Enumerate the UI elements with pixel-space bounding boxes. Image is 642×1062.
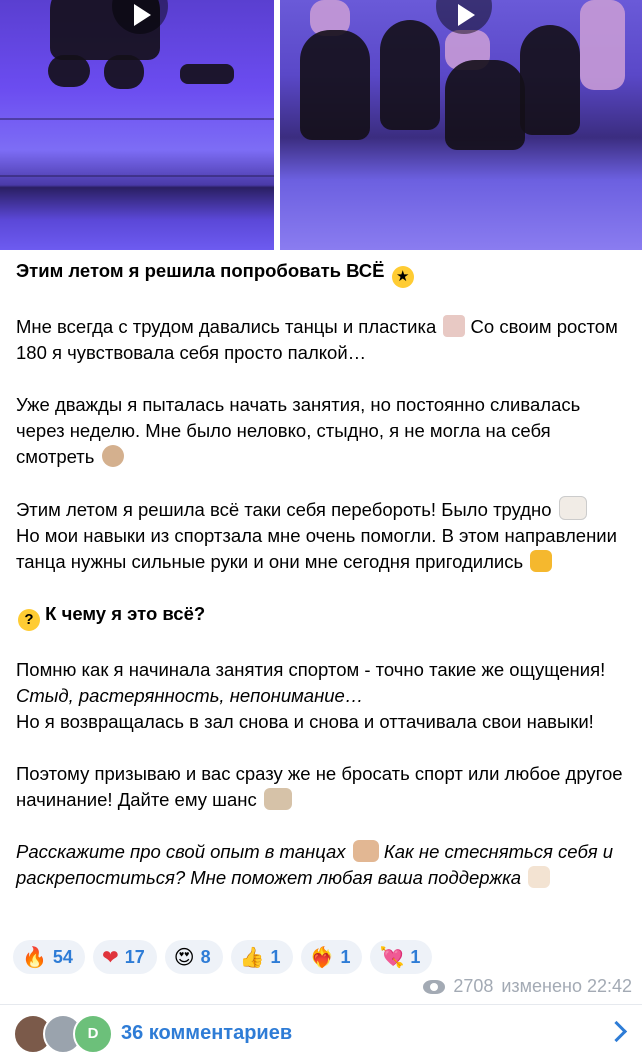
post-meta [423, 976, 632, 997]
cat-sticker-icon [559, 496, 587, 520]
sticker-icon [443, 315, 465, 337]
reaction-count: 8 [200, 946, 211, 967]
italic-text: Как не стесняться себя и раскрепоститься? Мне поможет любая ваша поддержка [16, 841, 614, 888]
reaction-count: 1 [410, 946, 421, 967]
play-icon [134, 4, 151, 26]
paragraph-text: Мне всегда с трудом давались танцы и пластика [16, 316, 437, 337]
fire-icon: 🔥 [22, 945, 47, 969]
comments-label: 36 комментариев [121, 1022, 293, 1044]
dancer-knee [48, 55, 90, 87]
reactions-bar [13, 940, 432, 974]
hamster-sticker-icon [528, 866, 550, 888]
paragraph-text: Со своим ростом 180 я чувствовала себя просто палкой… [16, 316, 618, 363]
heart-arrow-icon: 💘 [379, 945, 405, 969]
dancer-figure [520, 25, 580, 135]
reaction-heart-eyes[interactable] [165, 940, 223, 974]
dancer-knee [104, 55, 144, 89]
paragraph [16, 761, 630, 813]
reaction-heart-arrow[interactable] [370, 940, 432, 974]
reaction-fire[interactable] [13, 940, 85, 974]
cat-sticker-icon [353, 840, 379, 862]
star-struck-icon: ★ [392, 266, 414, 288]
heart-eyes-icon: 😍 [173, 945, 195, 969]
paragraph-text: Уже дважды я пыталась начать занятия, но постоянно сливалась через неделю. Мне было неловко, стыдно, я не могла на себя смотреть [16, 394, 581, 467]
reaction-count: 1 [340, 946, 351, 967]
muscle-icon [530, 550, 552, 572]
girl-sticker-icon [102, 445, 124, 467]
heart-icon: ❤ [101, 945, 119, 969]
heart-on-fire-icon: ❤‍🔥 [309, 945, 335, 969]
post-title-text: Этим летом я решила попробовать ВСЁ [16, 260, 385, 281]
paragraph [16, 392, 630, 470]
video-thumbnail-right[interactable] [280, 0, 642, 250]
post-title [16, 258, 630, 288]
reaction-count: 17 [124, 946, 145, 967]
paragraph-text: Этим летом я решила всё таки себя перебороть! Было трудно [16, 499, 552, 520]
avatar: D [73, 1014, 113, 1054]
play-icon [458, 4, 475, 26]
thumbs-up-icon: 👍 [239, 945, 265, 969]
paragraph [16, 657, 630, 735]
reaction-thumbs-up[interactable] [231, 940, 293, 974]
paragraph-text: Поэтому призываю и вас сразу же не бросать спорт или любое другое начинание! Дайте ему шанс [16, 763, 623, 810]
floor-line [0, 175, 274, 177]
paragraph-text: Но мои навыки из спортзала мне очень помогли. В этом направлении танца нужны сильные руки и они мне сегодня пригодились [16, 525, 617, 572]
italic-text: Расскажите про свой опыт в танцах [16, 841, 346, 862]
reaction-heart[interactable] [93, 940, 157, 974]
commenter-avatars [13, 1014, 113, 1054]
post-text [16, 258, 630, 917]
chevron-right-icon [606, 1021, 627, 1042]
paragraph [16, 314, 630, 366]
paragraph [16, 839, 630, 891]
reaction-count: 54 [52, 946, 73, 967]
dancer-figure [380, 20, 440, 130]
paragraph [16, 496, 630, 575]
dancer-figure [300, 30, 370, 140]
dancer-figure [445, 60, 525, 150]
edited-timestamp: изменено 22:42 [501, 976, 632, 996]
question-heading [16, 601, 630, 631]
paragraph-text: Помню как я начинала занятия спортом - точно такие же ощущения! [16, 659, 606, 680]
italic-text: Стыд, растерянность, непонимание… [16, 685, 364, 706]
video-thumbnail-left[interactable] [0, 0, 274, 250]
floor-line [0, 118, 274, 120]
view-count: 2708 [453, 976, 494, 996]
thinking-face-icon: ? [18, 609, 40, 631]
reaction-count: 1 [270, 946, 281, 967]
dancer-figure [580, 0, 625, 90]
dancer-boot [180, 64, 234, 84]
play-button[interactable] [436, 0, 492, 34]
paragraph-text: Но я возвращалась в зал снова и снова и оттачивала свои навыки! [16, 711, 594, 732]
eye-icon [423, 980, 445, 994]
cat-sticker-icon [264, 788, 292, 810]
reaction-heart-on-fire[interactable] [301, 940, 363, 974]
comments-button[interactable] [0, 1005, 642, 1062]
question-text: К чему я это всё? [45, 603, 206, 624]
media-gallery [0, 0, 642, 250]
